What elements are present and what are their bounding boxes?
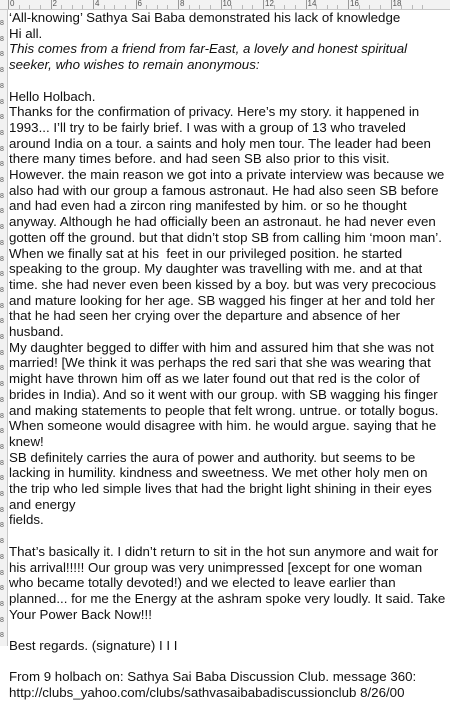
ruler-side-number: 8 (0, 67, 4, 75)
story-paragraph-3-end: fields. (9, 512, 44, 528)
ruler-number: 18 (392, 0, 402, 8)
ruler-number: 2 (52, 0, 57, 8)
ruler-side-number: 8 (0, 255, 4, 263)
ruler-major-tick (178, 0, 179, 9)
document-body (9, 10, 447, 701)
story-paragraph-1: Thanks for the confirmation of privacy. Here’s my story. it happened in 1993... I’ll try to be fairly brief. I was with a group of 13 who traveled around India on a tour. a saints and holy men tour. The leader had been there many times before. and had seen SB also prior to this visit. However. the main reason we got into a private interview was because we also had with our group a famous astronaut. He had also seen SB before and had even had a zircon ring manifested by him. or so he thought anyway. Although he had officially been an astronaut. he had never even gotten off the ground. but that didn’t stop SB from calling him ‘moon man’. When we finally sat at his feet in our privileged position. he started speaking to the group. My daughter was travelling with me. and at that time. she had never even been kissed by a boy. but was very precocious and mature looking for her age. SB wagged his finger at her and told her that he had seen her crying over the departure and absence of her husband. (9, 104, 449, 340)
ruler-minor-tick (359, 5, 360, 9)
ruler-major-tick (51, 0, 52, 9)
ruler-side-number: 8 (0, 632, 4, 640)
ruler-minor-tick (104, 5, 105, 9)
ruler-side-number: 8 (0, 286, 4, 294)
ruler-minor-tick (167, 5, 168, 9)
ruler-number: 6 (137, 0, 142, 8)
ruler-side-number: 8 (0, 396, 4, 404)
ruler-minor-tick (157, 5, 158, 9)
ruler-side-number: 8 (0, 475, 4, 483)
horizontal-ruler (0, 0, 450, 10)
ruler-minor-tick (72, 5, 73, 9)
ruler-minor-tick (29, 5, 30, 9)
blank-line (9, 73, 447, 89)
ruler-side-number: 8 (0, 334, 4, 341)
ruler-minor-tick (19, 5, 20, 9)
ruler-side-number: 8 (0, 192, 4, 200)
ruler-minor-tick (61, 5, 62, 9)
ruler-side-number: 8 (0, 365, 4, 373)
ruler-major-tick (221, 0, 222, 9)
ruler-side-number: 8 (0, 616, 4, 624)
ruler-minor-tick (231, 5, 232, 9)
document-title-line: ‘All-knowing’ Sathya Sai Baba demonstrated his lack of knowledge (9, 10, 401, 25)
ruler-major-tick (306, 0, 307, 9)
ruler-number: 16 (350, 0, 359, 8)
ruler-minor-tick (401, 5, 402, 9)
ruler-number: 12 (265, 0, 274, 8)
blank-line (9, 528, 447, 544)
ruler-number: 4 (95, 0, 100, 8)
ruler-side-number: 8 (0, 428, 4, 436)
ruler-minor-tick (274, 5, 275, 9)
ruler-minor-tick (125, 5, 126, 9)
ruler-minor-tick (316, 5, 317, 9)
ruler-minor-tick (210, 5, 211, 9)
vertical-ruler (0, 10, 8, 646)
ruler-side-number: 8 (0, 569, 4, 577)
blank-line (9, 654, 447, 670)
ruler-minor-tick (252, 5, 253, 9)
ruler-side-number: 8 (0, 208, 4, 216)
ruler-side-number: 8 (0, 522, 4, 530)
ruler-major-tick (263, 0, 264, 9)
ruler-side-number: 8 (0, 381, 4, 389)
ruler-minor-tick (82, 5, 83, 9)
source-line-1: From 9 holbach on: Sathya Sai Baba Discussion Club. message 360: (9, 669, 417, 685)
story-paragraph-3: SB definitely carries the aura of power and authority. but seems to be lacking in humility. kindness and sweetness. We met other holy men on the trip who led simple lives that had the bright light shining in their eyes and energy (9, 449, 436, 512)
ruler-side-number: 8 (0, 538, 4, 546)
ruler-side-number: 8 (0, 82, 4, 90)
ruler-minor-tick (337, 5, 338, 9)
ruler-side-number: 8 (0, 129, 4, 137)
story-paragraph-2: My daughter begged to differ with him and assured him that she was not married! [We think it was perhaps the red sari that she was wearing that might have thrown him off as we later found out that red is the color of brides in India). And so it went with our group. with SB wagging his finger and making statements to people that felt wrong. untrue. or totally bogus. When someone would disagree with him. he would argue. saying that he knew! (9, 339, 443, 449)
ruler-minor-tick (412, 5, 413, 9)
ruler-number: 8 (180, 0, 185, 8)
ruler-side-number: 8 (0, 318, 4, 326)
ruler-side-number: 8 (0, 145, 4, 153)
ruler-side-number: 8 (0, 35, 4, 43)
greeting: Hi all. (9, 25, 43, 41)
ruler-side-number: 8 (0, 161, 4, 169)
ruler-minor-tick (295, 5, 296, 9)
ruler-side-number: 8 (0, 271, 4, 279)
ruler-side-number: 8 (0, 491, 4, 498)
ruler-side-number: 8 (0, 20, 4, 27)
ruler-side-number: 8 (0, 506, 4, 514)
ruler-minor-tick (146, 5, 147, 9)
ruler-minor-tick (327, 5, 328, 9)
ruler-side-number: 8 (0, 177, 4, 184)
intro-paragraph: This comes from a friend from far-East, a lovely and honest spiritual seeker, who wishes to remain anonymous: (9, 41, 411, 73)
ruler-side-number: 8 (0, 224, 4, 232)
ruler-minor-tick (189, 5, 190, 9)
ruler-minor-tick (380, 5, 381, 9)
ruler-side-number: 8 (0, 349, 4, 357)
ruler-side-number: 8 (0, 553, 4, 561)
ruler-minor-tick (242, 5, 243, 9)
ruler-minor-tick (422, 5, 423, 9)
ruler-major-tick (93, 0, 94, 9)
ruler-side-number: 8 (0, 98, 4, 106)
ruler-side-number: 8 (0, 585, 4, 593)
ruler-minor-tick (40, 5, 41, 9)
ruler-minor-tick (114, 5, 115, 9)
signoff: Best regards. (signature) I I I (9, 638, 178, 654)
salutation: Hello Holbach. (9, 88, 96, 104)
ruler-major-tick (391, 0, 392, 9)
ruler-minor-tick (199, 5, 200, 9)
ruler-major-tick (136, 0, 137, 9)
ruler-side-number: 8 (0, 412, 4, 420)
ruler-major-tick (348, 0, 349, 9)
ruler-number: 0 (10, 0, 15, 8)
ruler-side-number: 8 (0, 443, 4, 451)
ruler-minor-tick (369, 5, 370, 9)
ruler-side-number: 8 (0, 600, 4, 608)
ruler-side-number: 8 (0, 114, 4, 122)
ruler-side-number: 8 (0, 459, 4, 467)
ruler-number: 10 (222, 0, 232, 8)
ruler-minor-tick (284, 5, 285, 9)
source-line-2: http://clubs_yahoo.com/clubs/sathvasaibabadiscussionclub 8/26/00 (9, 685, 405, 701)
blank-line (9, 622, 447, 638)
ruler-number: 14 (307, 0, 317, 8)
ruler-major-tick (8, 0, 9, 9)
ruler-side-number: 8 (0, 302, 4, 310)
story-paragraph-4: That’s basically it. I didn’t return to sit in the hot sun anymore and wait for his arrival!!!!! Our group was very unimpressed [except for one woman who became totally devoted!) and we elected to leave earlier than planned... for me the Energy at the ashram spoke very loudly. It said. Take Your Power Back Now!!! (9, 543, 449, 622)
ruler-side-number: 8 (0, 239, 4, 247)
ruler-side-number: 8 (0, 51, 4, 59)
